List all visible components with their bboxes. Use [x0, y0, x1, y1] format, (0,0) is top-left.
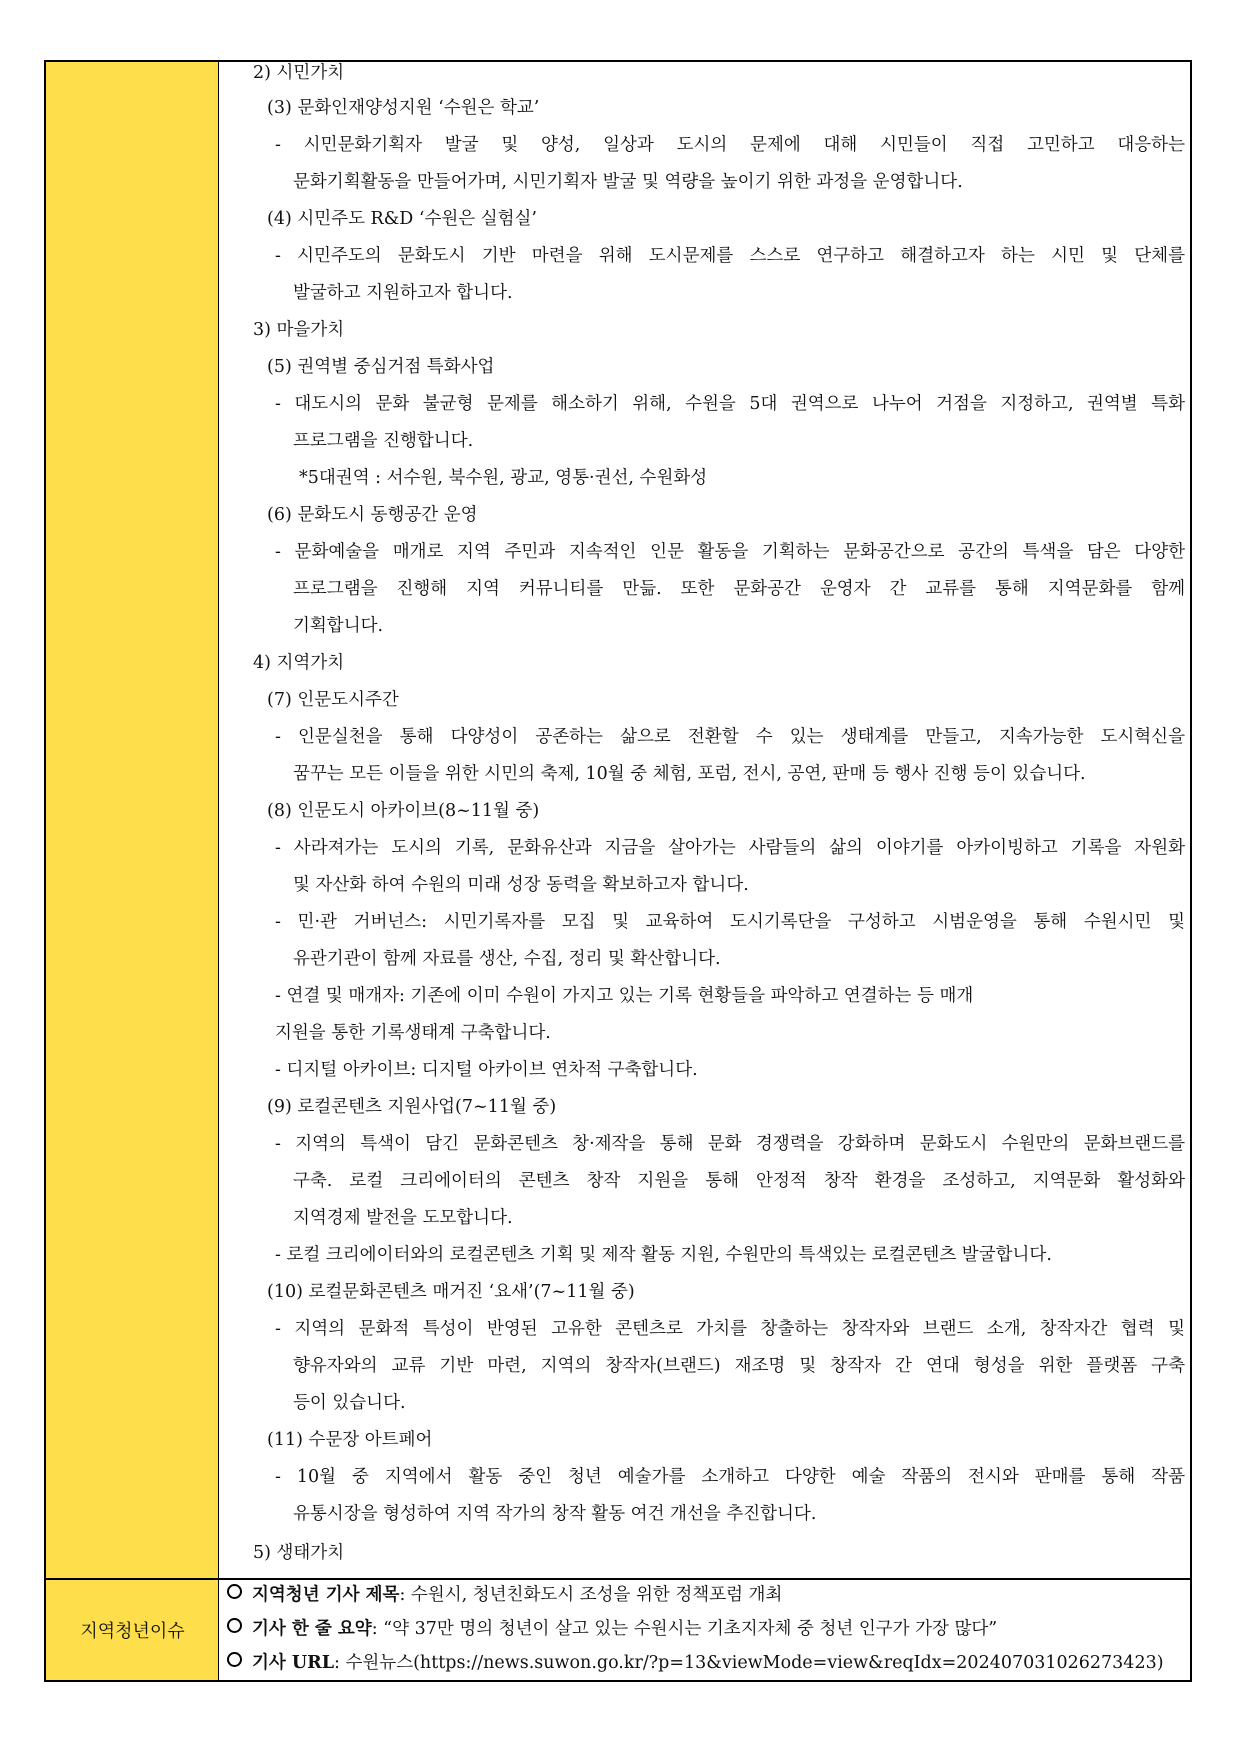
- circle-bullet-icon: [227, 1652, 242, 1667]
- bullet-line: - 인문실천을 통해 다양성이 공존하는 삶으로 전환할 수 있는 생태계를 만들고, 지속가능한 도시혁신을: [275, 727, 1185, 747]
- bullet-line: - 시민문화기획자 발굴 및 양성, 일상과 도시의 문제에 대해 시민들이 직접 고민하고 대응하는: [275, 135, 1185, 155]
- bullet-line: - 문화예술을 매개로 지역 주민과 지속적인 인문 활동을 기획하는 문화공간으로 공간의 특색을 담은 다양한: [275, 542, 1185, 562]
- section-heading: 2) 시민가치: [253, 63, 345, 83]
- item-heading: (7) 인문도시주간: [267, 690, 399, 710]
- circle-bullet-icon: [227, 1584, 242, 1599]
- label-column: [46, 62, 219, 1680]
- article-title-row: [227, 1583, 782, 1607]
- bullet-continuation: 기획합니다.: [293, 616, 384, 636]
- bullet-continuation: 향유자와의 교류 기반 마련, 지역의 창작자(브랜드) 재조명 및 창작자 간 연대 형성을 위한 플랫폼 구축: [293, 1356, 1185, 1376]
- bullet-line: - 시민주도의 문화도시 기반 마련을 위해 도시문제를 스스로 연구하고 해결하고자 하는 시민 및 단체를: [275, 246, 1185, 266]
- bullet-continuation: 및 자산화 하여 수원의 미래 성장 동력을 확보하고자 합니다.: [293, 875, 749, 895]
- item-heading: (10) 로컬문화콘텐츠 매거진 ‘요새’(7~11월 중): [267, 1282, 635, 1302]
- article-summary-label: 기사 한 줄 요약: [252, 1619, 372, 1639]
- article-title-label: 지역청년 기사 제목: [252, 1585, 400, 1605]
- item-heading: (6) 문화도시 동행공간 운영: [267, 505, 478, 525]
- bullet-continuation: 등이 있습니다.: [293, 1393, 406, 1413]
- bullet-continuation: 지원을 통한 기록생태계 구축합니다.: [275, 1023, 551, 1043]
- bullet-continuation: 구축. 로컬 크리에이터의 콘텐츠 창작 지원을 통해 안정적 창작 환경을 조성하고, 지역문화 활성화와: [293, 1171, 1185, 1191]
- bullet-line: - 로컬 크리에이터와의 로컬콘텐츠 기획 및 제작 활동 지원, 수원만의 특색있는 로컬콘텐츠 발굴합니다.: [275, 1245, 1052, 1265]
- bullet-continuation: 유통시장을 형성하여 지역 작가의 창작 활동 여건 개선을 추진합니다.: [293, 1504, 817, 1524]
- item-heading: (5) 권역별 중심거점 특화사업: [267, 357, 495, 377]
- bullet-line: - 사라져가는 도시의 기록, 문화유산과 지금을 살아가는 사람들의 삶의 이야기를 아카이빙하고 기록을 자원화: [275, 838, 1185, 858]
- bullet-line: - 연결 및 매개자: 기존에 이미 수원이 가지고 있는 기록 현황들을 파악하고 연결하는 등 매개: [275, 986, 974, 1006]
- item-heading: (9) 로컬콘텐츠 지원사업(7~11월 중): [267, 1097, 557, 1117]
- article-summary-row: [227, 1617, 997, 1641]
- item-heading: (11) 수문장 아트페어: [267, 1430, 433, 1450]
- issue-label: 지역청년이슈: [80, 1621, 185, 1642]
- circle-bullet-icon: [227, 1618, 242, 1633]
- section-heading: 5) 생태가치: [253, 1543, 345, 1563]
- bullet-continuation: 문화기획활동을 만들어가며, 시민기획자 발굴 및 역량을 높이기 위한 과정을 운영합니다.: [293, 172, 963, 192]
- bullet-continuation: 프로그램을 진행합니다.: [293, 431, 474, 451]
- item-heading: (4) 시민주도 R&D ‘수원은 실험실’: [267, 209, 537, 229]
- content-cell: [219, 62, 1190, 1578]
- note-line: *5대권역 : 서수원, 북수원, 광교, 영통·권선, 수원화성: [299, 468, 708, 488]
- bullet-line: - 디지털 아카이브: 디지털 아카이브 연차적 구축합니다.: [275, 1060, 698, 1080]
- bullet-line: - 민·관 거버넌스: 시민기록자를 모집 및 교육하여 도시기록단을 구성하고 시범운영을 통해 수원시민 및: [275, 912, 1185, 932]
- bullet-continuation: 꿈꾸는 모든 이들을 위한 시민의 축제, 10월 중 체험, 포럼, 전시, 공연, 판매 등 행사 진행 등이 있습니다.: [293, 764, 1086, 784]
- item-heading: (3) 문화인재양성지원 ‘수원은 학교’: [267, 98, 540, 118]
- bullet-continuation: 유관기관이 함께 자료를 생산, 수집, 정리 및 확산합니다.: [293, 949, 721, 969]
- document-table: [44, 60, 1192, 1682]
- section-heading: 4) 지역가치: [253, 653, 345, 673]
- item-heading: (8) 인문도시 아카이브(8~11월 중): [267, 801, 540, 821]
- article-url-row: [227, 1651, 1164, 1675]
- bullet-continuation: 발굴하고 지원하고자 합니다.: [293, 283, 513, 303]
- bullet-line: - 지역의 특색이 담긴 문화콘텐츠 창·제작을 통해 문화 경쟁력을 강화하며 문화도시 수원만의 문화브랜드를: [275, 1134, 1185, 1154]
- bullet-line: - 대도시의 문화 불균형 문제를 해소하기 위해, 수원을 5대 권역으로 나누어 거점을 지정하고, 권역별 특화: [275, 394, 1185, 414]
- section-heading: 3) 마을가치: [253, 320, 345, 340]
- article-url-value[interactable]: : 수원뉴스(https://news.suwon.go.kr/?p=13&viewMode=view&reqIdx=20240703102627342​3): [334, 1653, 1164, 1673]
- bullet-line: - 지역의 문화적 특성이 반영된 고유한 콘텐츠로 가치를 창출하는 창작자와 브랜드 소개, 창작자간 협력 및: [275, 1319, 1185, 1339]
- bullet-continuation: 지역경제 발전을 도모합니다.: [293, 1208, 513, 1228]
- article-title-value: : 수원시, 청년친화도시 조성을 위한 정책포럼 개최: [399, 1585, 783, 1605]
- issue-cell: [219, 1578, 1190, 1682]
- bullet-line: - 10월 중 지역에서 활동 중인 청년 예술가를 소개하고 다양한 예술 작품의 전시와 판매를 통해 작품: [275, 1467, 1185, 1487]
- article-summary-value: : “약 37만 명의 청년이 살고 있는 수원시는 기초지자체 중 청년 인구가 가장 많다”: [371, 1619, 998, 1639]
- article-url-label: 기사 URL: [252, 1653, 335, 1673]
- bullet-continuation: 프로그램을 진행해 지역 커뮤니티를 만듦. 또한 문화공간 운영자 간 교류를 통해 지역문화를 함께: [293, 579, 1185, 599]
